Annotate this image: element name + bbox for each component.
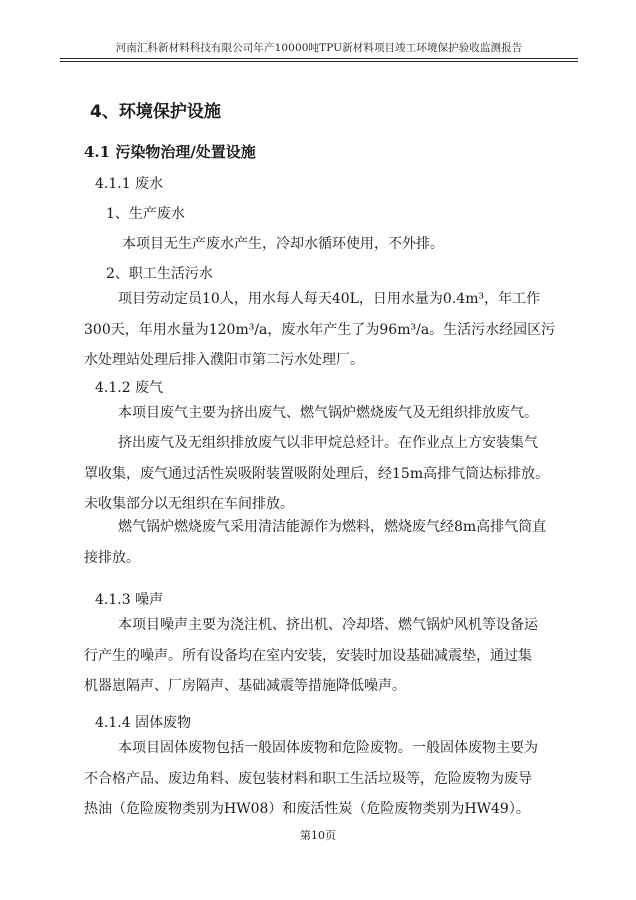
section-heading: 4、环境保护设施 xyxy=(90,102,221,122)
text-line: 本项目噪声主要为浇注机、挤出机、冷却塔、燃气锅炉风机等设备运 xyxy=(118,617,538,633)
text-line: 挤出废气及无组织排放废气以非甲烷总烃计。在作业点上方安装集气 xyxy=(118,435,538,451)
text-line: 罩收集，废气通过活性炭吸附装置吸附处理后，经15m高排气筒达标排放。 xyxy=(84,465,550,482)
paragraph-solid-waste xyxy=(84,733,584,825)
header-rule xyxy=(60,58,578,59)
paragraph-domestic-sewage xyxy=(84,284,584,376)
text-line: 热油（危险废物类别为HW08）和废活性炭（危险废物类别为HW49）。 xyxy=(84,801,530,817)
text-line: 不合格产品、废边角料、废包装材料和职工生活垃圾等，危险废物为废导 xyxy=(84,770,532,787)
paragraph-production-wastewater: 本项目无生产废水产生，冷却水循环使用，不外排。 xyxy=(122,236,444,252)
text-line: 项目劳动定员10人，用水每人每天40L，日用水量为0.4m³，年工作 xyxy=(118,291,541,307)
paragraph-boiler-exhaust xyxy=(84,512,584,573)
header-rule-thin xyxy=(60,61,578,62)
item-production-wastewater: 1、生产废水 xyxy=(106,206,185,222)
text-line: 水处理站处理后排入濮阳市第二污水处理厂。 xyxy=(84,352,364,368)
paragraph-noise xyxy=(84,610,584,702)
heading-noise: 4.1.3 噪声 xyxy=(95,592,164,608)
running-header: 河南汇科新材料科技有限公司年产10000吨TPU新材料项目竣工环境保护验收监测报告 xyxy=(115,42,523,54)
page-number: 第10页 xyxy=(300,829,336,842)
text-line: 接排放。 xyxy=(84,549,140,566)
text-line: 本项目固体废物包括一般固体废物和危险废物。一般固体废物主要为 xyxy=(118,740,538,756)
heading-solid-waste: 4.1.4 固体废物 xyxy=(95,715,192,731)
text-line: 本项目废气主要为挤出废气、燃气锅炉燃烧废气及无组织排放废气。 xyxy=(118,405,538,421)
heading-wastewater: 4.1.1 废水 xyxy=(95,176,164,192)
text-line: 燃气锅炉燃烧废气采用清洁能源作为燃料，燃烧废气经8m高排气筒直 xyxy=(118,519,547,535)
text-line: 机器崽隔声、厂房隔声、基础减震等措施降低噪声。 xyxy=(84,678,406,694)
item-domestic-sewage: 2、职工生活污水 xyxy=(106,266,213,282)
text-line: 未收集部分以无组织在车间排放。 xyxy=(84,496,294,512)
paragraph-extrusion-exhaust xyxy=(84,428,584,520)
paragraph-exhaust-intro xyxy=(84,398,584,429)
subsection-heading: 4.1 污染物治理/处置设施 xyxy=(84,143,256,161)
heading-exhaust: 4.1.2 废气 xyxy=(95,380,164,396)
text-line: 300天，年用水量为120m³/a，废水年产生了为96m³/a。生活污水经园区污 xyxy=(84,321,556,338)
text-line: 行产生的噪声。所有设备均在室内安装，安装时加设基础减震垫，通过集 xyxy=(84,647,532,664)
